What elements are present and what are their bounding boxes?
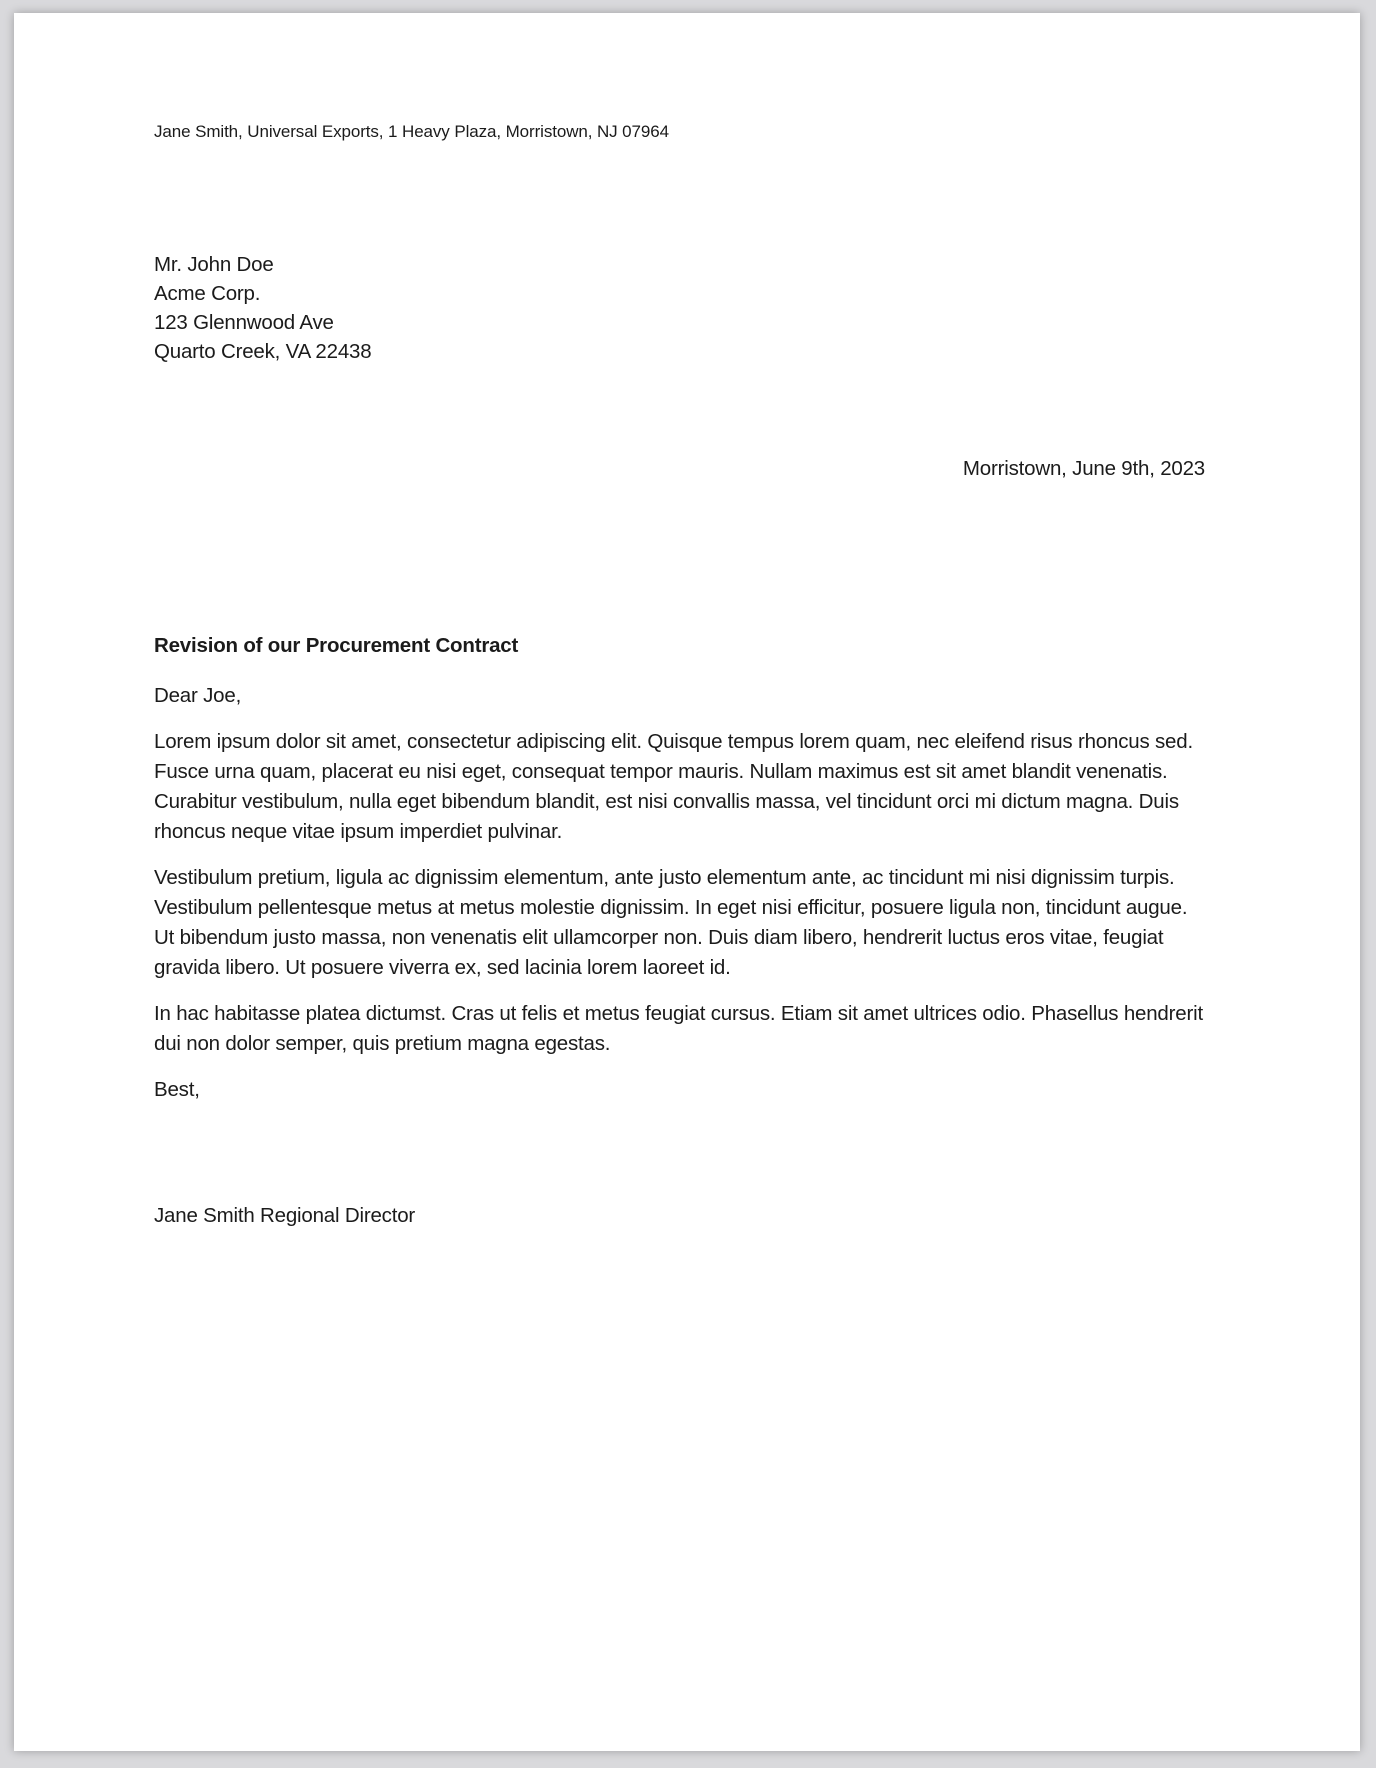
recipient-company: Acme Corp. (154, 282, 261, 305)
closing-line: Best, (154, 1078, 200, 1101)
recipient-street: 123 Glennwood Ave (154, 311, 334, 334)
recipient-name: Mr. John Doe (154, 253, 274, 276)
signature-line: Jane Smith Regional Director (154, 1204, 416, 1227)
letter-page (14, 13, 1360, 1751)
subject-line: Revision of our Procurement Contract (154, 634, 519, 657)
recipient-address-block (154, 250, 1205, 366)
body-paragraph-3: In hac habitasse platea dictumst. Cras ut felis et metus feugiat cursus. Etiam sit amet ultrices odio. Phasellus hendrerit dui non dolor semper, quis pretium magna egestas. (154, 1002, 1203, 1055)
sender-address-line: Jane Smith, Universal Exports, 1 Heavy Plaza, Morristown, NJ 07964 (154, 122, 669, 141)
date-line: Morristown, June 9th, 2023 (962, 457, 1205, 480)
salutation: Dear Joe, (154, 684, 242, 707)
body-paragraph-1: Lorem ipsum dolor sit amet, consectetur adipiscing elit. Quisque tempus lorem quam, nec eleifend risus rhoncus sed. Fusce urna quam, placerat eu nisi eget, consequat tempor mauris. Nullam maximus est sit amet blandit venenatis. Curabitur vestibulum, nulla eget bibendum blandit, est nisi convallis massa, vel tincidunt orci mi dictum magna. Duis rhoncus neque vitae ipsum imperdiet pulvinar. (154, 730, 1193, 843)
recipient-city-state-zip: Quarto Creek, VA 22438 (154, 340, 372, 363)
body-paragraph-2: Vestibulum pretium, ligula ac dignissim elementum, ante justo elementum ante, ac tincidunt mi nisi dignissim turpis. Vestibulum pellentesque metus at metus molestie dignissim. In eget nisi efficitur, posuere ligula non, tincidunt augue. Ut bibendum justo massa, non venenatis elit ullamcorper non. Duis diam libero, hendrerit luctus eros vitae, feugiat gravida libero. Ut posuere viverra ex, sed lacinia lorem laoreet id. (154, 866, 1188, 979)
